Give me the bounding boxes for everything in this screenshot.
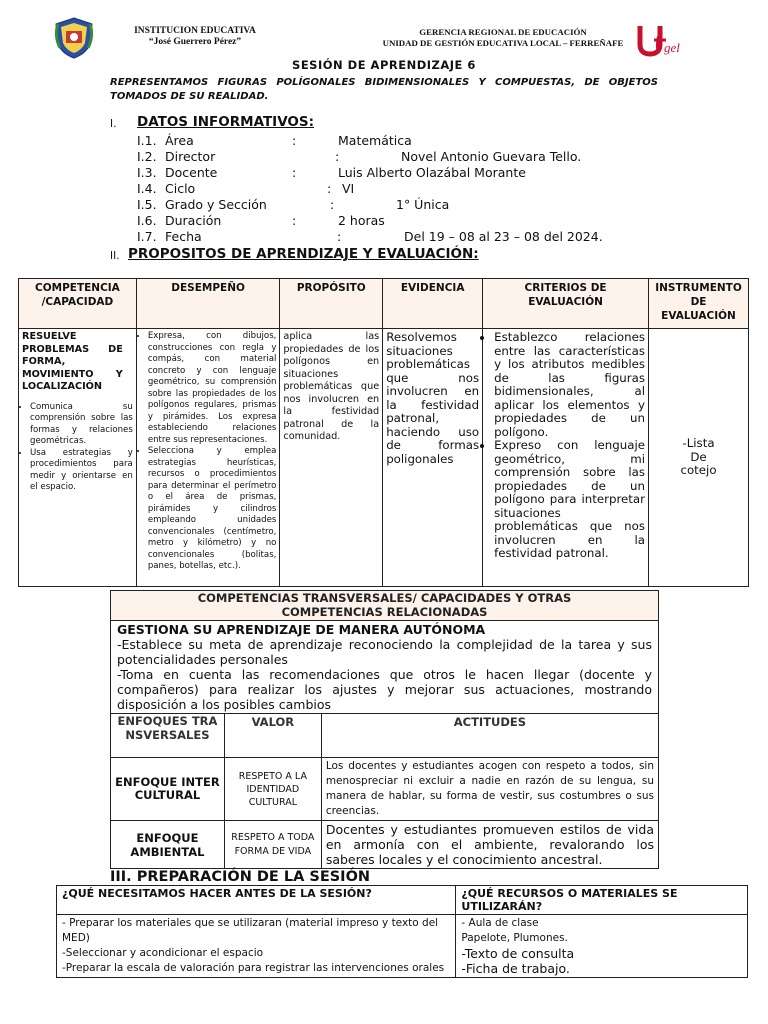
datos-row-colon: :	[337, 229, 342, 244]
session-subtitle: REPRESENTAMOS FIGURAS POLÍGONALES BIDIMENSIONALES Y COMPUESTAS, DE OBJETOS TOMADOS DE SU REALIDAD.	[110, 77, 658, 102]
datos-row-value: 1° Única	[396, 197, 450, 212]
school-subname: “José Guerrero Pérez”	[148, 37, 242, 47]
datos-row-number: I.3.	[137, 165, 157, 180]
evidencia-text: Resolvemos situaciones problemáticas que nos involucren en la festividad patronal, haciendo uso de formas poligonales	[386, 330, 480, 466]
datos-row-value: 2 horas	[338, 213, 385, 228]
capacidades-list	[22, 402, 133, 494]
school-header	[110, 26, 280, 48]
datos-row-label: Docente	[165, 165, 218, 180]
list-item: • Usa estrategias y procedimientos para medir y orientarse en el espacio.	[30, 448, 133, 494]
datos-row-value: VI	[342, 181, 355, 196]
gerencia-name: GERENCIA REGIONAL DE EDUCACIÓN	[419, 27, 587, 37]
datos-row-number: I.7.	[137, 229, 157, 244]
datos-row-colon: :	[292, 133, 297, 148]
instrumento-text: -Lista De cotejo	[680, 436, 717, 478]
list-item: • Establezco relaciones entre las características y los atributos medibles de las figuras bidimensionales, al aplicar los elementos y propiedades de un polígono.	[494, 331, 645, 439]
preparacion-title: III. PREPARACIÓN DE LA SESIÓN	[110, 869, 371, 885]
header-competencia: COMPETENCIA /CAPACIDAD	[19, 279, 137, 329]
datos-row-label: Director	[165, 149, 216, 164]
datos-row-number: I.1.	[137, 133, 157, 148]
ugel-logo	[636, 22, 686, 60]
header-actitudes: ACTITUDES	[321, 714, 658, 758]
enfoque-row	[111, 758, 659, 821]
enfoque-valor: RESPETO A TODA FORMA DE VIDA	[224, 821, 321, 869]
transversal-competencia-row	[111, 621, 659, 714]
preparacion-table	[56, 885, 748, 978]
datos-row-colon: :	[335, 149, 340, 164]
datos-title-colon: :	[308, 114, 315, 130]
datos-row-colon: :	[330, 197, 335, 212]
header-evidencia: EVIDENCIA	[383, 279, 483, 329]
competencia-name: RESUELVE PROBLEMAS DE FORMA, MOVIMIENTO Y LOCALIZACIÓN	[22, 331, 123, 392]
evidencia-cell	[383, 329, 483, 587]
datos-row-label: Duración	[165, 213, 222, 228]
transversal-item-1: -Establece su meta de aprendizaje reconociendo la complejidad de la tarea y sus potencialidades personales	[117, 637, 652, 667]
datos-row-value: Luis Alberto Olazábal Morante	[338, 165, 526, 180]
table-row	[19, 329, 749, 587]
enfoques-header-row	[111, 714, 659, 758]
datos-row-value: Novel Antonio Guevara Tello.	[401, 149, 582, 164]
enfoque-actitud: Docentes y estudiantes promueven estilos de vida en armonía con el ambiente, revalorando los saberes locales y el conocimiento ancestral.	[321, 821, 658, 869]
antes-cell	[57, 915, 456, 978]
datos-row-colon: :	[327, 181, 332, 196]
enfoque-valor: RESPETO A LA IDENTIDAD CULTURAL	[224, 758, 321, 821]
section-number-2: II.	[110, 250, 120, 262]
list-item: Papelote, Plumones.	[461, 932, 568, 944]
datos-row-number: I.2.	[137, 149, 157, 164]
datos-row-value: Del 19 – 08 al 23 – 08 del 2024.	[404, 229, 603, 244]
header-recursos: ¿QUÉ RECURSOS O MATERIALES SE UTILIZARÁN?	[456, 886, 748, 915]
preparacion-header-row	[57, 886, 748, 915]
desempeno-cell	[136, 329, 280, 587]
datos-row-number: I.5.	[137, 197, 157, 212]
datos-row-colon: :	[292, 213, 297, 228]
svg-text:gel: gel	[664, 40, 680, 55]
list-item: • Selecciona y emplea estrategias heurísticas, recursos o procedimientos para determinar el perímetro o el área de prismas, pirámides y cilindros empleando unidades convencionales (centímetro, metro y kilómetro) y no convencionales (bolitas, panes, botellas, etc.).	[148, 446, 277, 573]
transversal-header-row	[111, 591, 659, 621]
header-criterios: CRITERIOS DE EVALUACIÓN	[483, 279, 649, 329]
list-item: - Preparar los materiales que se utilizaran (material impreso y texto del MED)	[62, 917, 439, 944]
datos-row-label: Ciclo	[165, 181, 196, 196]
transversal-header: COMPETENCIAS TRANSVERSALES/ CAPACIDADES Y OTRAS COMPETENCIAS RELACIONADAS	[111, 591, 659, 621]
proposito-text: aplica las propiedades de los polígonos en situaciones problemáticas que nos involucren en la festividad patronal de la comunidad.	[283, 331, 380, 442]
datos-row-number: I.6.	[137, 213, 157, 228]
datos-row-number: I.4.	[137, 181, 157, 196]
instrumento-cell	[649, 329, 749, 587]
datos-row-value: Matemática	[338, 133, 412, 148]
datos-row-colon: :	[292, 165, 297, 180]
datos-row-label: Área	[165, 133, 194, 148]
header-instrumento: INSTRUMENTO DE EVALUACIÓN	[649, 279, 749, 329]
ugel-header	[372, 27, 634, 49]
datos-title	[137, 114, 314, 130]
criterios-cell	[483, 329, 649, 587]
list-item: -Preparar la escala de valoración para registrar las intervenciones orales	[62, 962, 445, 974]
enfoque-name: ENFOQUE AMBIENTAL	[111, 821, 225, 869]
datos-title-text: DATOS INFORMATIVOS	[137, 114, 309, 130]
competencia-cell	[19, 329, 137, 587]
session-title: SESIÓN DE APRENDIZAJE 6	[292, 58, 476, 72]
criterios-list	[486, 331, 645, 561]
header-enfoques: ENFOQUES TRANSVERSALES	[111, 714, 225, 758]
transversal-table	[110, 590, 659, 869]
school-name: INSTITUCION EDUCATIVA	[134, 26, 256, 36]
desempenos-list	[140, 331, 277, 573]
school-crest-logo	[52, 16, 96, 60]
list-item: • Expresa, con dibujos, construcciones con regla y compás, con material concreto y con lenguaje geométrico, su comprensión sobre las propiedades de los polígonos regulares, prismas y pirámides. Los expresa estableciendo relaciones entre sus representaciones.	[148, 331, 277, 446]
header-valor: VALOR	[224, 714, 321, 758]
table-header-row	[19, 279, 749, 329]
list-item: • Expreso con lenguaje geométrico, mi comprensión sobre las propiedades de un polígono para interpretar situaciones problemáticas que nos involucren en la festividad patronal.	[494, 439, 645, 561]
header-antes: ¿QUÉ NECESITAMOS HACER ANTES DE LA SESIÓN?	[57, 886, 456, 915]
enfoque-row	[111, 821, 659, 869]
preparacion-row	[57, 915, 748, 978]
enfoque-actitud: Los docentes y estudiantes acogen con respeto a todos, sin menospreciar ni excluir a nadie en razón de su lengua, su manera de hablar, su forma de vestir, sus costumbres o sus creencias.	[321, 758, 658, 821]
section-number-1: I.	[110, 118, 117, 130]
transversal-competencia-title: GESTIONA SU APRENDIZAJE DE MANERA AUTÓNOMA	[117, 622, 486, 637]
datos-row-label: Grado y Sección	[165, 197, 267, 212]
enfoque-name: ENFOQUE INTERCULTURAL	[111, 758, 225, 821]
propositos-title: PROPOSITOS DE APRENDIZAJE Y EVALUACIÓN:	[128, 246, 479, 262]
propositos-table	[18, 278, 749, 587]
proposito-cell	[280, 329, 383, 587]
list-item: -Ficha de trabajo.	[461, 961, 570, 976]
header-desempeno: DESEMPEÑO	[136, 279, 280, 329]
list-item: -Seleccionar y acondicionar el espacio	[62, 947, 264, 959]
recursos-cell	[456, 915, 748, 978]
datos-row-label: Fecha	[165, 229, 202, 244]
list-item: - Aula de clase	[461, 917, 539, 929]
list-item: -Texto de consulta	[461, 946, 575, 961]
list-item: • Comunica su comprensión sobre las formas y relaciones geométricas.	[30, 402, 133, 448]
ugel-unit-name: UNIDAD DE GESTIÓN EDUCATIVA LOCAL – FERREÑAFE	[382, 38, 624, 48]
header-proposito: PROPÓSITO	[280, 279, 383, 329]
transversal-competencia-cell	[111, 621, 659, 714]
transversal-item-2: -Toma en cuenta las recomendaciones que otros le hacen llegar (docente y compañeros) para realizar los ajustes y mejorar sus actuaciones, mostrando disposición a los posibles cambios	[117, 667, 652, 712]
